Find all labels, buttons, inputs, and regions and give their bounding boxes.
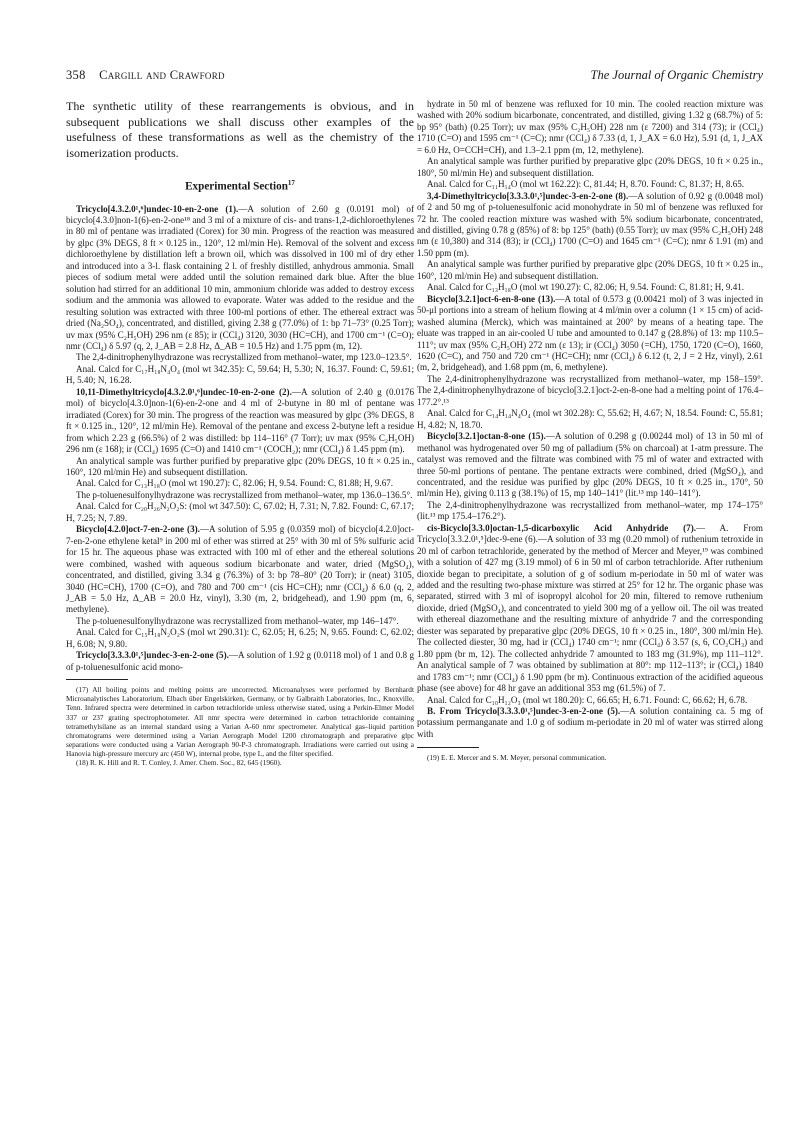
experimental-paragraph <box>417 156 763 179</box>
left-footnotes <box>66 685 414 767</box>
paragraph-text: Anal. Calcd for C₁₃H₁₈O (mol wt 190.27): C, 82.06; H, 9.54. Found: C, 81.88; H, 9.67. <box>76 478 394 489</box>
experimental-paragraph <box>417 523 763 695</box>
paragraph-text: hydrate in 50 ml of benzene was refluxed for 10 min. The cooled reaction mixture was washed with 20% sodium bicarbonate, concentrated, and distilled, giving 1.32 g (68.7%) of 5: bp 95° (bath) (0.25 Torr); uv max (95% C₂H₅OH) 228 nm (ε 7200) and 314 (73); ir (CCl₄) 1710 (C=O) and 1595 cm⁻¹ (C=C); nmr (CCl₄) δ 7.33 (d, 1, J_AX = 6.0 Hz), 5.91 (d, 1, J_AX = 6.0 Hz, O=CCH=CH), and 1.3–2.1 ppm (m, 12, methylene). <box>417 99 763 155</box>
paragraph-text: —A solution of 5.95 g (0.0359 mol) of bicyclo[4.2.0]oct-7-en-2-one ethylene ketal⁹ in 200 ml of ether was stirred at 25° with 30 ml of 5% sulfuric acid for 15 hr. The aqueous phase was extracted with 100 ml of ether and the ethereal solutions were combined, washed with aqueous sodium bicarbonate and water, dried (MgSO₄), concentrated, and distilled, giving 3.34 g (76.3%) of 3: bp 78–80° (20 Torr); ir (neat) 3105, 3040 (HC=CH), 1700 (C=O), and 780 and 700 cm⁻¹ (cis HC=CH); nmr (CCl₄) δ 6.0 (q, 2, J_AB = 5.0 Hz, Δ_AB = 20.0 Hz, vinyl), 3.30 (m, 2, bridgehead), and 1.90 ppm (m, 6, methylene). <box>66 524 415 615</box>
experimental-paragraph <box>417 99 763 156</box>
compound-heading: cis-Bicyclo[3.3.0]octan-1,5-dicarboxylic Acid Anhydride (7). <box>427 522 697 533</box>
experimental-paragraph <box>417 294 763 374</box>
experimental-paragraph <box>417 500 763 523</box>
paragraph-text: —A solution of 2.40 g (0.0176 mol) of bicyclo[4.3.0]non-1(6)-en-2-one and 4 ml of 2-butyne in 80 ml of pentane was irradiated (Corex) for 30 min. The progress of the reaction was measured by glpc (3% DEGS, 8 ft × 0.125 in., 120°, 12 ml/min He). Removal of the pentane and excess 2-butyne left a residue from which 2.23 g (66.5%) of 2 was distilled: bp 114–116° (7 Torr); uv max (95% C₂H₅OH) 296 nm (ε 168); ir (CCl₄) 1695 (C=O) and 1410 cm⁻¹ (COCH₂); nmr (CCl₄) δ 1.45 ppm (m). <box>66 386 414 455</box>
footnote: (19) E. E. Mercer and S. M. Meyer, personal communication. <box>427 753 607 763</box>
compound-heading: 3,4-Dimethyltricyclo[3.3.3.0¹,⁵]undec-3-en-2-one (8). <box>427 190 629 201</box>
paragraph-text: Anal. Calcd for C₁₀H₁₂O₃ (mol wt 180.20): C, 66.65; H, 6.71. Found: C, 66.62; H, 6.78. <box>427 694 748 705</box>
right-footnotes <box>417 753 763 762</box>
experimental-paragraph <box>417 179 763 190</box>
experimental-paragraph <box>66 352 414 363</box>
compound-heading: 10,11-Dimethyltricyclo[4.3.2.0¹,⁶]undec-10-en-2-one (2). <box>76 386 292 397</box>
paragraph-text: Anal. Calcd for C₁₇H₁₈N₄O₄ (mol wt 342.35): C, 59.64; H, 5.30; N, 16.37. Found: C, 59.61; H, 5.40; N, 16.28. <box>66 363 414 386</box>
footnote: (17) All boiling points and melting points are uncorrected. Microanalyses were performed by Bernhardt Microanalytisches Laboratorium, Elbach über Engelskirken, Germany, or by Galbraith Laboratories, Inc., Knoxville, Tenn. Infrared spectra were determined in carbon tetrachloride unless otherwise stated, using a Perkin-Elmer Model 337 or 237 grating spectrophotometer. All nmr spectra were determined in carbon tetrachloride containing tetramethylsilane as an internal standard using a Varian A-60 nmr spectrometer. Analytical gas–liquid partition chromatograms were determined using a Varian Aerograph Model 1200 chromatograph and preparative glpc separations were conducted using a Varian Aerograph 90-P-3 chromatograph. Irradiations were carried out using a Hanovia high-pressure mercury arc (450 W), internal probe, type L, and the filter specified. <box>66 685 414 759</box>
experimental-paragraph <box>66 456 414 479</box>
paragraph-text: Anal. Calcd for C₁₄H₁₄N₄O₄ (mol wt 302.28): C, 55.62; H, 4.67; N, 18.54. Found: C, 55.81; H, 4.82; N, 18.70. <box>417 408 763 430</box>
paragraph-text: —A total of 0.573 g (0.00421 mol) of 3 was injected in 50-μl portions into a stream of helium flowing at 4 ml/min over a column (1 × 15 cm) of acid-washed alumina (Merck), which was maintained at 200° by means of a heating tape. The eluate was trapped in an air-cooled U tube and amounted to 0.147 g (28.8%) of 13: mp 110.5–111°; uv max (95% C₂H₅OH) 272 nm (ε 13); ir (CCl₄) 3050 (=CH), 1750, 1720 (C=O), 1660, 1620 (C=C), and 750 and 720 cm⁻¹ (HC=CH); nmr (CCl₄) δ 6.12 (t, 2, J = 2 Hz, vinyl), 2.61 (m, 2, bridgehead), and 1.68 ppm (m, 6, methylene). <box>417 293 763 373</box>
author-header: Cargill and Crawford <box>99 68 225 82</box>
paragraph-text: —A solution of 2.60 g (0.0191 mol) of bicyclo[4.3.0]non-1(6)-en-2-one¹⁸ and 3 ml of a mixture of cis- and trans-1,2-dichloroethylenes in 80 ml of pentane was irradiated (Corex) for 30 min. Progress of the reaction was measured by glpc (3% DEGS, 8 ft × 0.125 in., 120°, 12 ml/min He). Removal of the solvent and excess dichloroethylene by distillation left a brown oil, which was dissolved in 100 ml of dry ether and introduced into a 3-l. flask containing 2 l. of freshly distilled, anhydrous ammonia. Small pieces of sodium metal were added until the solution remained dark blue. After the blue solution had stirred for an additional 10 min, ammonium chloride was added to destroy excess sodium and the ammonia was allowed to evaporate. Water was added to the residue and the resulting solution was extracted with three 100-ml portions of ether. The ethereal extract was dried (Na₂SO₄), concentrated, and distilled, giving 2.38 g (77.0%) of 1: bp 71–73° (0.25 Torr); uv max (95% C₂H₅OH) 296 nm (ε 85); ir (CCl₄) 3120, 3030 (HC=CH), and 1700 cm⁻¹ (C=O); nmr (CCl₄) δ 5.97 (q, 2, J_AB = 2.8 Hz, Δ_AB = 10.5 Hz) and 1.75 ppm (m, 12). <box>66 203 415 351</box>
running-header <box>66 68 763 86</box>
section-footnote-ref: 17 <box>287 179 295 188</box>
paragraph-text: —A solution of 0.92 g (0.0048 mol) of 2 and 50 mg of p-toluenesulfonic acid monohydrate in 50 ml of benzene was refluxed for 72 hr. The cooled reaction mixture was washed with 5% sodium bicarbonate, concentrated, and distilled, giving 0.78 g (85%) of 8: bp 125° (bath) (0.55 Torr); uv max (95% C₂H₅OH) 248 nm (ε 10,380) and 314 (83); ir (CCl₄) 1700 (C=O) and 1645 cm⁻¹ (C=C); nmr δ 1.91 (m) and 1.50 ppm (m). <box>417 190 764 258</box>
experimental-paragraph <box>417 431 763 500</box>
experimental-paragraph <box>66 524 414 616</box>
footnote-rule <box>66 679 128 680</box>
section-title <box>66 178 414 193</box>
paragraph-text: Anal. Calcd for C₁₃H₁₈O (mol wt 190.27): C, 82.06; H, 9.54. Found: C, 81.81; H, 9.41. <box>427 282 745 293</box>
paragraph-text: Anal. Calcd for C₂₀H₂₆N₂O₂S: (mol wt 347.50): C, 67.02; H, 7.31; N, 7.82. Found: C, 67.17; H, 7.25; N, 7.89. <box>66 501 414 523</box>
left-paragraphs <box>66 204 414 674</box>
compound-heading: Bicyclo[4.2.0]oct-7-en-2-one (3). <box>76 524 200 535</box>
journal-title: The Journal of Organic Chemistry <box>590 68 763 82</box>
paragraph-text: —A solution containing ca. 5 mg of potassium permanganate and 1.0 g of sodium m-periodate in 20 ml of water was stirred along with <box>417 706 763 739</box>
experimental-paragraph <box>66 650 414 673</box>
paragraph-text: The 2,4-dinitrophenylhydrazone was recrystallized from methanol–water, mp 158–159°. The 2,4-dinitrophenylhydrazone of bicyclo[3.2.1]oct-2-en-8-one had a melting point of 176.4–177.2°.¹³ <box>417 373 763 407</box>
section-title-text: Experimental Section <box>185 181 288 194</box>
paragraph-text: —A solution of 1.92 g (0.0118 mol) of 1 and 0.8 g of p-toluenesulfonic acid mono- <box>66 650 414 672</box>
paragraph-text: An analytical sample was further purified by preparative glpc (20% DEGS, 10 ft × 0.25 in., 160°, 120 ml/min He) and subsequent distillation. <box>417 259 763 281</box>
compound-heading: Bicyclo[3.2.1]octan-8-one (15). <box>427 431 546 442</box>
experimental-paragraph <box>417 408 763 431</box>
paragraph-text: Anal. Calcd for C₁₅H₁₈N₂O₂S (mol wt 290.31): C, 62.05; H, 6.25; N, 9.65. Found: C, 62.02; H, 6.08; N, 9.80. <box>66 627 414 649</box>
compound-heading: B. From Tricyclo[3.3.3.0¹,⁵]undec-3-en-2-one (5). <box>427 706 621 717</box>
footnote: (18) R. K. Hill and R. T. Conley, J. Amer. Chem. Soc., 82, 645 (1960). <box>76 758 282 768</box>
paragraph-text: An analytical sample was further purified by preparative glpc (20% DEGS, 10 ft × 0.25 in., 180°, 50 ml/min He) and subsequent distillation. <box>417 156 763 178</box>
experimental-paragraph <box>66 616 414 627</box>
paragraph-text: The p-toluenesulfonylhydrazone was recrystallized from methanol–water, mp 146–147°. <box>76 615 399 626</box>
experimental-paragraph <box>66 490 414 501</box>
paragraph-text: — A. From Tricyclo[3.3.2.0¹,⁵]dec-9-ene (6).—A solution of 33 mg (0.20 mmol) of ruthenium tetroxide in 20 ml of carbon tetrachloride, generated by the method of Mercer and Meyer,¹⁹ was combined with a solution of 427 mg (3.19 mmol) of 6 in 50 ml of carbon tetrachloride. After ruthenium dioxide began to precipitate, a solution of g of sodium m-periodate in 50 ml of water was added and the resulting two-phase mixture was stirred at 25° for 12 hr. The organic phase was separated, stirred with 3 ml of isopropyl alcohol for 20 min, filtered to remove ruthenium dioxide, dried (MgSO₄), and concentrated to yield 300 mg of a yellow oil. The oil was treated with ethereal diazomethane and the resulting mixture of anhydride 7 and the corresponding diester was separated by preparative glpc (20% DEGS, 10 ft × 0.25 in., 180°, 300 ml/min He). The collected diester, 30 mg, had ir (CCl₄) 1740 cm⁻¹; nmr (CCl₄) δ 3.57 (s, 6, CO₂CH₃) and 1.80 ppm (br m, 12). The collected anhydride 7 amounted to 183 mg (31.9%), mp 111–112°. An analytical sample of 7 was obtained by sublimation at 80°: mp 112–113°; ir (CCl₄) 1840 and 1783 cm⁻¹; nmr (CCl₄) δ 1.90 ppm (br m). Continuous extraction of the acidified aqueous phase (see above) for 48 hr gave an additional 353 mg (61.5%) of 7. <box>417 522 763 694</box>
paragraph-text: The 2,4-dinitrophenylhydrazone was recrystallized from methanol–water, mp 123.0–123.5°. <box>76 352 412 363</box>
experimental-paragraph <box>417 706 763 740</box>
experimental-paragraph <box>66 364 414 387</box>
intro-paragraph: The synthetic utility of these rearrangements is obvious, and in subsequent publications we shall discuss other examples of the usefulness of these transformations as well as the chemistry of the isomerization products. <box>66 99 414 160</box>
experimental-paragraph <box>66 627 414 650</box>
experimental-paragraph <box>66 204 414 353</box>
right-column <box>417 99 763 763</box>
experimental-paragraph <box>66 501 414 524</box>
left-column <box>66 99 414 768</box>
experimental-paragraph <box>417 374 763 408</box>
experimental-paragraph <box>417 695 763 706</box>
experimental-paragraph <box>66 478 414 489</box>
paragraph-text: —A solution of 0.298 g (0.00244 mol) of 13 in 50 ml of methanol was hydrogenated over 50 mg of palladium (5% on charcoal) at 1-atm pressure. The catalyst was removed and the filtrate was combined with 75 ml of water and extracted with three 50-ml portions of pentane. The pentane extracts were combined, dried (MgSO₄), and concentrated, and the residue was purified by glpc (20% DEGS, 10 ft × 0.25 in., 170°, 50 ml/min He), giving 0.113 g (38.1%) of 15, mp 140–141° (lit.¹³ mp 140–141°). <box>417 431 763 499</box>
paragraph-text: The 2,4-dinitrophenylhydrazone was recrystallized from methanol–water, mp 174–175° (lit.¹³ mp 175.4–176.2°). <box>417 499 763 522</box>
right-paragraphs <box>417 99 763 740</box>
paragraph-text: Anal. Calcd for C₁₁H₁₄O (mol wt 162.22): C, 81.44; H, 8.70. Found: C, 81.37; H, 8.65. <box>427 179 745 190</box>
compound-heading: Tricyclo[3.3.3.0¹,⁵]undec-3-en-2-one (5). <box>76 650 229 661</box>
compound-heading: Tricyclo[4.3.2.0¹,⁶]undec-10-en-2-one (1). <box>76 203 239 214</box>
footnote-rule <box>417 747 479 748</box>
experimental-paragraph <box>66 387 414 456</box>
experimental-paragraph <box>417 282 763 293</box>
page-number: 358 <box>66 68 86 82</box>
compound-heading: Bicyclo[3.2.1]oct-6-en-8-one (13). <box>427 293 556 304</box>
paragraph-text: The p-toluenesulfonylhydrazone was recrystallized from methanol–water, mp 136.0–136.5°. <box>76 489 413 500</box>
experimental-paragraph <box>417 191 763 260</box>
paragraph-text: An analytical sample was further purified by preparative glpc (20% DEGS, 10 ft × 0.25 in., 160°, 120 ml/min He) and subsequent distillation. <box>66 455 414 477</box>
experimental-paragraph <box>417 259 763 282</box>
